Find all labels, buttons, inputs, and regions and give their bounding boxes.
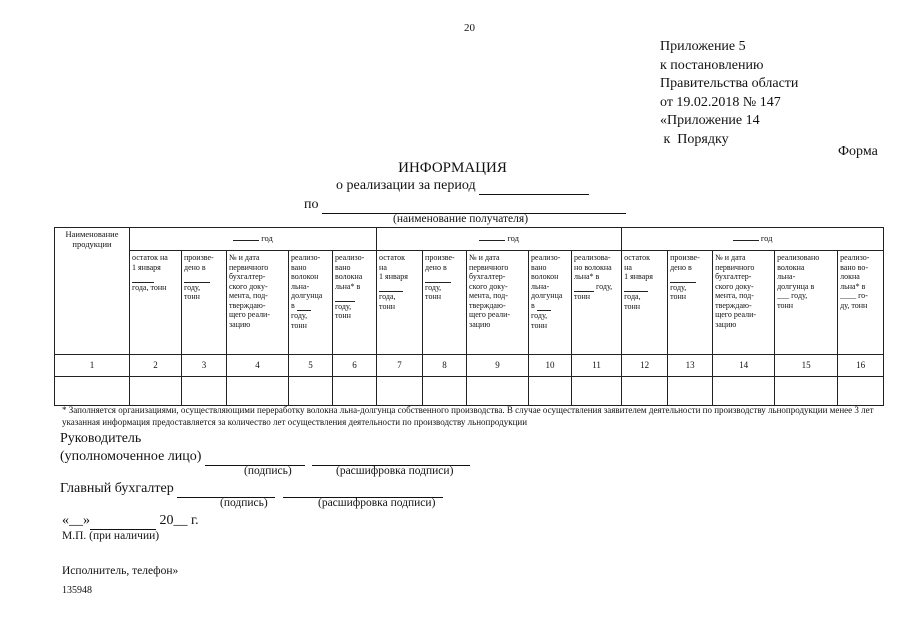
header-text: тонн — [624, 301, 641, 311]
appendix-line: от 19.02.2018 № 147 — [660, 94, 781, 110]
col-produced-1 — [182, 251, 227, 355]
header-text: льна- — [777, 272, 796, 281]
col-sold-fiber-1 — [289, 251, 333, 355]
year-label: год — [261, 233, 273, 244]
header-text: году, — [335, 301, 352, 311]
header-text: года, тонн — [132, 282, 167, 292]
report-table — [54, 227, 884, 406]
header-text: первичного — [229, 262, 269, 272]
header-text: тонн — [184, 292, 200, 301]
data-cell[interactable] — [333, 377, 377, 406]
appendix-line: к Порядку — [660, 131, 729, 147]
header-text: № и дата — [715, 253, 746, 262]
column-number: 12 — [622, 355, 668, 377]
year-label: год — [507, 233, 519, 244]
column-number: 15 — [775, 355, 838, 377]
data-cell[interactable] — [423, 377, 467, 406]
column-number: 1 — [55, 355, 130, 377]
appendix-line: «Приложение 14 — [660, 113, 760, 128]
header-text: 1 января — [132, 262, 161, 272]
header-text: тонн — [777, 300, 794, 310]
header-text: льна- — [531, 281, 550, 291]
period-blank — [479, 178, 589, 195]
executor-label: Исполнитель, телефон» — [62, 565, 179, 577]
column-number: 2 — [130, 355, 182, 377]
accountant-sign-line — [60, 481, 443, 498]
column-number: 16 — [838, 355, 884, 377]
header-text: зацию — [469, 319, 491, 329]
header-text: льна* в — [335, 281, 361, 291]
header-text: 1 января — [379, 272, 408, 281]
header-text: тонн — [291, 320, 307, 330]
header-text: локна — [840, 272, 860, 281]
header-text: волокон — [531, 272, 559, 281]
header-text: реализо- — [291, 253, 321, 262]
stamp-note: М.П. (при наличии) — [62, 530, 160, 542]
header-text: зацию — [715, 319, 737, 329]
appendix-line: Правительства области — [660, 76, 799, 91]
header-text: бухгалтер- — [229, 272, 266, 281]
header-text: льна* в — [574, 272, 600, 281]
accountant-decode-field[interactable] — [283, 481, 443, 498]
signature-caption: (подпись) — [220, 497, 268, 509]
header-text: долгунца — [291, 291, 323, 300]
year-header-row — [55, 228, 884, 251]
column-number-row — [55, 355, 884, 377]
col-sold-fiber-3 — [775, 251, 838, 355]
header-text: дено в — [670, 262, 692, 272]
header-text: ____ го- — [840, 291, 868, 300]
footnote: * Заполняется организациями, осуществляющими переработку волокна льна-долгунца собственного производства. В случае осуществления заявителем деятельности по производству льнопродукции менее 3 лет указанная информация предоставляется за количество лет осуществления деятельности по производству льнопродукции — [62, 405, 874, 427]
header-text: ского доку- — [715, 281, 754, 291]
header-text: реализо- — [335, 253, 365, 262]
header-text: тонн — [425, 292, 441, 301]
header-text: году, — [291, 311, 308, 320]
col-doc-3 — [713, 251, 775, 355]
header-text: на — [379, 262, 387, 272]
data-cell[interactable] — [775, 377, 838, 406]
decode-caption: (расшифровка подписи) — [336, 465, 454, 477]
col-sold-flax-1 — [333, 251, 377, 355]
header-text: тонн — [379, 301, 395, 311]
head-decode-field[interactable] — [312, 449, 470, 466]
col-doc-2 — [467, 251, 529, 355]
header-text: мента, под- — [715, 291, 754, 300]
column-number: 13 — [668, 355, 713, 377]
header-text: году, — [670, 282, 687, 292]
recipient-line — [304, 197, 626, 214]
product-header: Наименование продукции — [65, 229, 119, 249]
header-text: тонн — [670, 292, 687, 301]
header-text: первичного — [715, 262, 755, 272]
column-number: 6 — [333, 355, 377, 377]
column-number: 14 — [713, 355, 775, 377]
header-text: тверждаю- — [469, 300, 506, 310]
header-text: первичного — [469, 262, 509, 272]
data-cell[interactable] — [182, 377, 227, 406]
header-text: реализо- — [531, 253, 561, 262]
recipient-blank — [322, 197, 626, 214]
header-text: дено в — [184, 262, 206, 272]
date-month-field[interactable] — [90, 513, 156, 530]
header-text: щего реали- — [229, 310, 270, 319]
header-text: щего реали- — [715, 310, 757, 319]
year-cell-3 — [622, 228, 884, 251]
header-text: мента, под- — [469, 291, 508, 300]
header-text: льна* в — [840, 281, 866, 291]
date-line — [62, 513, 199, 530]
data-cell[interactable] — [467, 377, 529, 406]
header-text: долгунца в — [777, 281, 815, 291]
data-cell[interactable] — [289, 377, 333, 406]
signature-caption: (подпись) — [244, 465, 292, 477]
header-text: волокна — [335, 272, 363, 281]
header-text: ского доку- — [469, 281, 508, 291]
recipient-label: по — [304, 197, 319, 212]
header-text: тонн — [335, 311, 351, 320]
header-text: ского доку- — [229, 281, 268, 291]
col-sold-flax-2 — [572, 251, 622, 355]
header-text: вано — [291, 262, 307, 272]
header-text: реализо- — [840, 253, 870, 262]
header-text: остаток — [379, 253, 406, 262]
header-text: реализовано — [777, 253, 820, 262]
head-label: Руководитель — [60, 431, 142, 446]
col-produced-3 — [668, 251, 713, 355]
col-stock-jan-2 — [377, 251, 423, 355]
product-header-cell — [55, 228, 130, 355]
header-text: тверждаю- — [229, 300, 266, 310]
column-header-row — [55, 251, 884, 355]
date-day: «__» — [62, 513, 90, 528]
column-number: 8 — [423, 355, 467, 377]
column-number: 10 — [529, 355, 572, 377]
appendix-block — [660, 38, 798, 149]
year-cell-2 — [377, 228, 622, 251]
year-cell-1 — [130, 228, 377, 251]
header-text: мента, под- — [229, 291, 268, 300]
header-text: волокон — [291, 272, 319, 281]
column-number: 5 — [289, 355, 333, 377]
header-text: году, — [596, 281, 613, 291]
data-cell[interactable] — [668, 377, 713, 406]
header-text: льна- — [291, 281, 310, 291]
accountant-label: Главный бухгалтер — [60, 481, 174, 496]
header-text: на — [624, 262, 632, 272]
col-sold-fiber-2 — [529, 251, 572, 355]
column-number: 9 — [467, 355, 529, 377]
column-number: 11 — [572, 355, 622, 377]
col-doc-1 — [227, 251, 289, 355]
header-text: произве- — [184, 253, 214, 262]
header-text: произве- — [425, 253, 455, 262]
header-text: 1 января — [624, 272, 653, 281]
accountant-signature-field[interactable] — [177, 481, 275, 498]
recipient-caption: (наименование получателя) — [393, 213, 529, 225]
data-cell[interactable] — [377, 377, 423, 406]
header-text: года, — [624, 292, 641, 301]
data-cell[interactable] — [227, 377, 289, 406]
header-text: тонн — [574, 292, 590, 301]
data-cell[interactable] — [55, 377, 130, 406]
document-title: ИНФОРМАЦИЯ — [398, 160, 507, 176]
document-code: 135948 — [62, 585, 92, 596]
data-cell[interactable] — [713, 377, 775, 406]
header-text: вано во- — [840, 262, 868, 272]
data-cell[interactable] — [130, 377, 182, 406]
date-year: 20__ г. — [159, 513, 199, 528]
header-text: бухгалтер- — [715, 272, 752, 281]
header-text: № и дата — [229, 253, 260, 262]
header-text: реализова- — [574, 253, 611, 262]
column-number: 4 — [227, 355, 289, 377]
data-row — [55, 377, 884, 406]
header-text: произве- — [670, 253, 700, 262]
header-text: ду, тонн — [840, 300, 868, 310]
header-text: году, — [184, 282, 201, 292]
header-text: зацию — [229, 319, 251, 329]
col-sold-flax-3 — [838, 251, 884, 355]
data-cell[interactable] — [622, 377, 668, 406]
header-text: вано — [335, 262, 351, 272]
decode-caption: (расшифровка подписи) — [318, 497, 436, 509]
head-signature-field[interactable] — [205, 449, 305, 466]
data-cell[interactable] — [529, 377, 572, 406]
header-text: году, — [531, 311, 548, 320]
year-label: год — [760, 233, 773, 244]
authorized-person-label: (уполномоченное лицо) — [60, 449, 202, 464]
col-stock-jan-3 — [622, 251, 668, 355]
header-text: щего реали- — [469, 310, 511, 319]
header-text: в — [291, 300, 295, 310]
data-cell[interactable] — [838, 377, 884, 406]
header-text: остаток — [624, 253, 651, 262]
column-number: 3 — [182, 355, 227, 377]
period-line — [336, 178, 589, 195]
header-text: долгунца — [531, 291, 563, 300]
col-stock-jan-1 — [130, 251, 182, 355]
data-cell[interactable] — [572, 377, 622, 406]
appendix-line: Приложение 5 — [660, 39, 746, 54]
header-text: волокна — [777, 262, 805, 272]
header-text: бухгалтер- — [469, 272, 506, 281]
form-label: Форма — [838, 144, 878, 159]
header-text: тонн — [531, 320, 547, 330]
col-produced-2 — [423, 251, 467, 355]
header-text: остаток на — [132, 253, 168, 262]
head-sign-line — [60, 449, 470, 466]
header-text: году, — [425, 282, 442, 292]
header-text: вано — [531, 262, 547, 272]
header-text: тверждаю- — [715, 300, 752, 310]
header-text: но волокна — [574, 262, 612, 272]
header-text: дено в — [425, 262, 447, 272]
header-text: года, — [379, 292, 396, 301]
column-number: 7 — [377, 355, 423, 377]
appendix-line: к постановлению — [660, 57, 764, 73]
header-text: ___ году, — [777, 291, 808, 300]
header-text: в — [531, 300, 535, 310]
header-text: № и дата — [469, 253, 500, 262]
page-number: 20 — [464, 22, 475, 34]
period-label: о реализации за период — [336, 178, 476, 193]
